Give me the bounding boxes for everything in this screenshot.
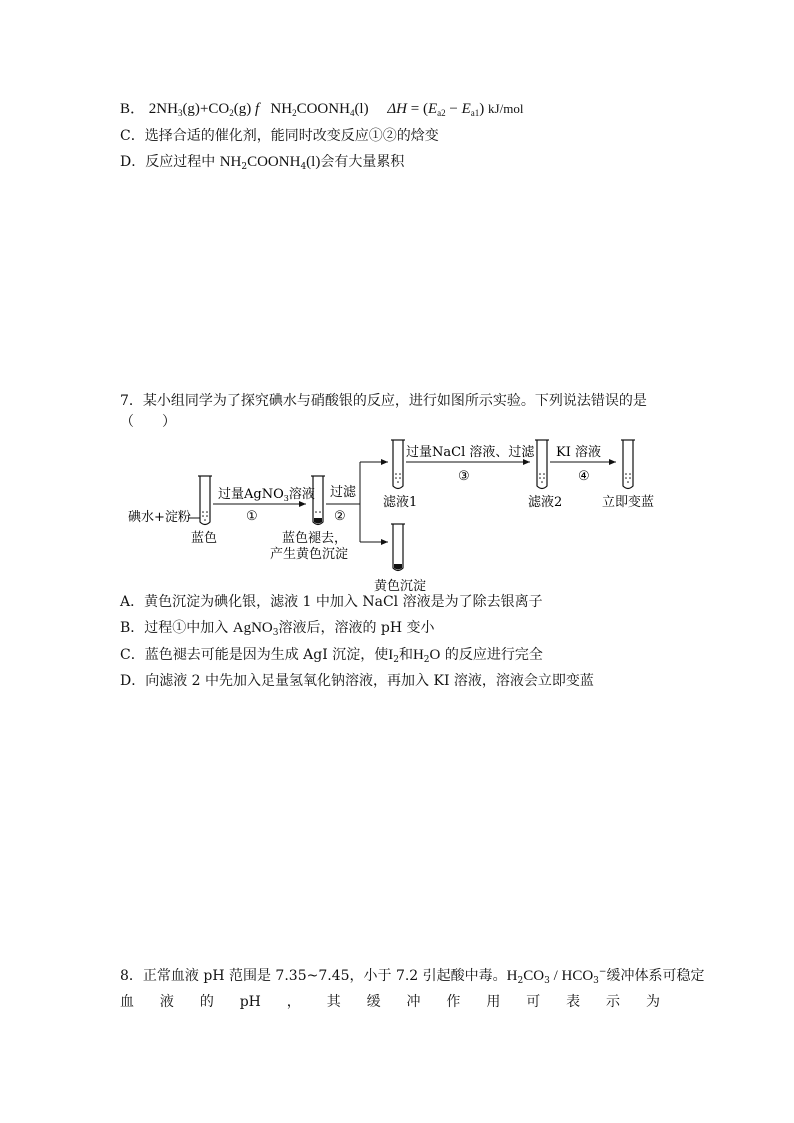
start-label: 碘水+淀粉 <box>128 510 191 525</box>
step1-number: ① <box>246 509 258 524</box>
q7-option-b: B．过程①中加入 AgNO$_3$溶液后，溶液的 pH 变小 <box>120 620 435 638</box>
precipitate-label: 黄色沉淀 <box>374 579 427 594</box>
q7-option-d: D．向滤液 2 中先加入足量氢氧化钠溶液，再加入 KI 溶液，溶液会立即变蓝 <box>120 673 594 689</box>
q7-answer-paren: （ ） <box>120 414 176 430</box>
q7-option-c: C．蓝色褪去可能是因为生成 AgI 沉淀，使$I_2$和$H_2O$ 的反应进行完全 <box>120 647 543 665</box>
test-tube-2 <box>311 476 325 525</box>
tube2-label-line1: 蓝色褪去， <box>282 531 348 546</box>
test-tube-1 <box>198 476 212 525</box>
q7-option-a: A．黄色沉淀为碘化银，滤液 1 中加入 NaCl 溶液是为了除去银离子 <box>120 594 543 610</box>
q6-option-b: B． $2NH_3(g)+CO_2(g)$ f $NH_2COONH_4(l)$ $\Delta H = (E_{a2} - E_{a1})$ kJ/mol <box>120 101 524 118</box>
step3-label: 过量NaCl 溶液、过滤 <box>406 445 535 460</box>
step4-number: ④ <box>578 469 590 484</box>
test-tube-4 <box>391 524 405 571</box>
q6-option-d: D．反应过程中 $NH_2COONH_4(l)$会有大量累积 <box>120 154 405 172</box>
step2-number: ② <box>334 509 346 524</box>
test-tube-6 <box>621 440 635 489</box>
step2-label: 过滤 <box>330 485 357 500</box>
q7-stem: 7．某小组同学为了探究碘水与硝酸银的反应，进行如图所示实验。下列说法错误的是 <box>120 393 647 409</box>
test-tube-3 <box>391 440 405 489</box>
tube2-label-line2: 产生黄色沉淀 <box>270 547 349 562</box>
experiment-diagram <box>0 430 794 600</box>
step3-number: ③ <box>458 469 470 484</box>
filtrate2-label: 滤液2 <box>528 495 563 510</box>
result-label: 立即变蓝 <box>602 495 655 510</box>
step4-label: KI 溶液 <box>556 445 601 460</box>
test-tube-5 <box>535 440 549 489</box>
q8-stem-line2: 血 液 的 pH ， 其 缓 冲 作 用 可 表 示 为 <box>120 994 660 1010</box>
tube1-label: 蓝色 <box>191 531 218 546</box>
step1-label: 过量AgNO$_3$溶液 <box>218 487 315 503</box>
filtrate1-label: 滤液1 <box>383 495 418 510</box>
q6-option-c: C．选择合适的催化剂，能同时改变反应①②的焓变 <box>120 128 439 144</box>
q8-stem-line1: 8．正常血液 pH 范围是 7.35~7.45，小于 7.2 引起酸中毒。$H_2CO_3 / HCO_3^-$缓冲体系可稳定 <box>120 967 705 986</box>
